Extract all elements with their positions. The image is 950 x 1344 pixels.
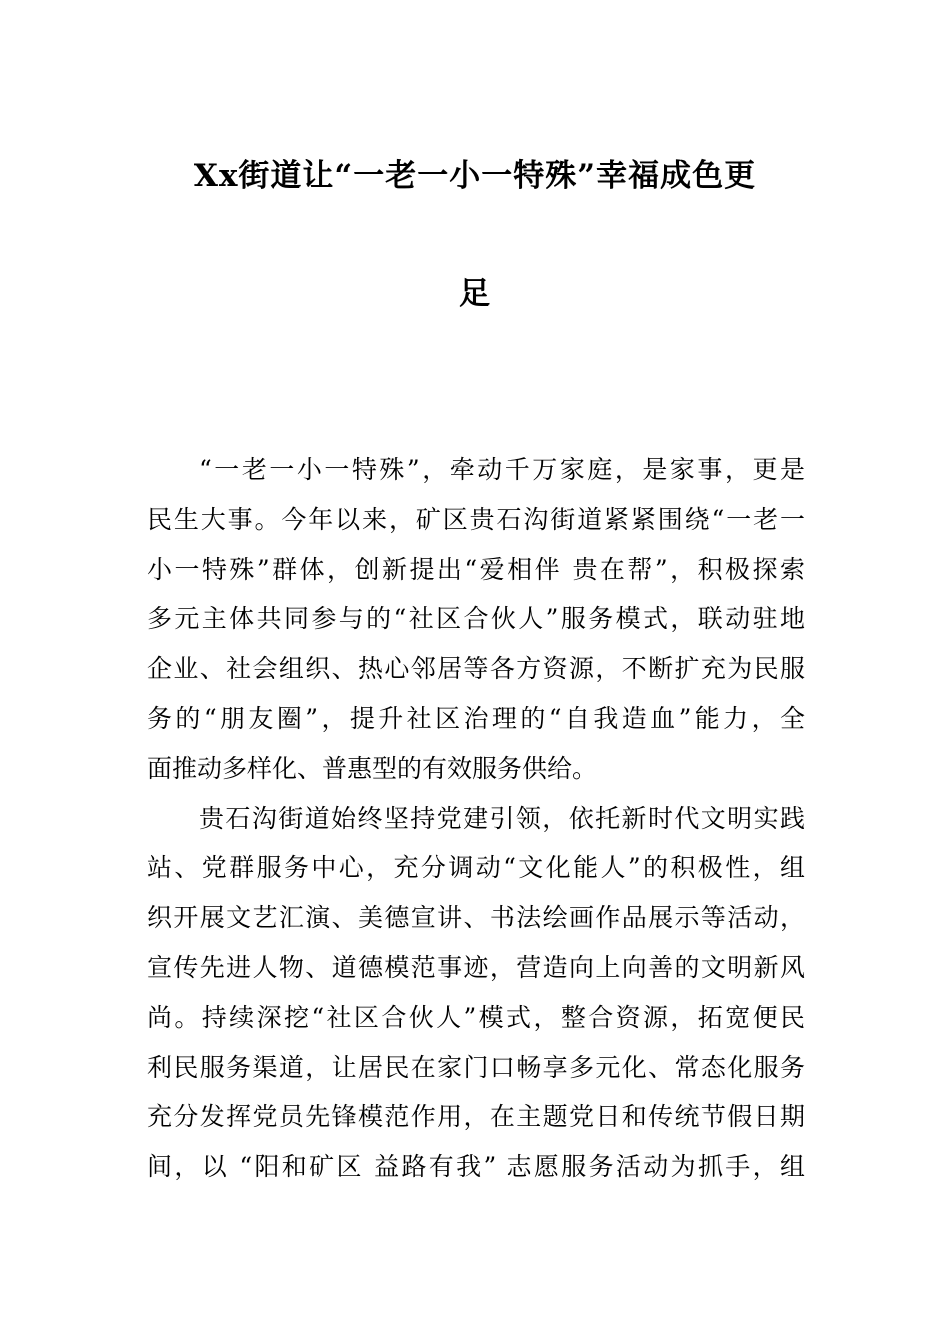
paragraph-line: 面推动多样化、普惠型的有效服务供给。 (147, 753, 598, 783)
paragraph-2 (147, 799, 805, 1197)
paragraph-line: 充分发挥党员先锋模范作用，在主题党日和传统节假日期 (147, 1102, 805, 1132)
paragraph-line: 尚。持续深挖“社区合伙人”模式，整合资源，拓宽便民 (147, 1002, 805, 1032)
paragraph-line: 利民服务渠道，让居民在家门口畅享多元化、常态化服务 (147, 1052, 805, 1082)
paragraph-line: “一老一小一特殊”，牵动千万家庭，是家事，更是 (199, 455, 805, 484)
paragraph-line: 企业、社会组织、热心邻居等各方资源，不断扩充为民服 (147, 654, 805, 684)
paragraph-line: 贵石沟街道始终坚持党建引领，依托新时代文明实践 (199, 803, 805, 833)
paragraph-line: 民生大事。今年以来，矿区贵石沟街道紧紧围绕“一老一 (147, 504, 805, 534)
paragraph-line: 站、党群服务中心，充分调动“文化能人”的积极性，组 (147, 853, 805, 883)
paragraph-line: 多元主体共同参与的“社区合伙人”服务模式，联动驻地 (147, 604, 805, 634)
paragraph-line: 小一特殊”群体，创新提出“爱相伴 贵在帮”，积极探索 (147, 554, 805, 584)
document-body (147, 450, 805, 1197)
paragraph-line: 织开展文艺汇演、美德宣讲、书法绘画作品展示等活动， (147, 903, 805, 933)
paragraph-line: 务的“朋友圈”，提升社区治理的“自我造血”能力，全 (147, 703, 805, 733)
document-title-line-1: Xx街道让“一老一小一特殊”幸福成色更 (193, 158, 757, 194)
document-title-line-2: 足 (459, 276, 491, 312)
paragraph-line: 宣传先进人物、道德模范事迹，营造向上向善的文明新风 (147, 952, 805, 982)
paragraph-line: 间，以 “阳和矿区 益路有我” 志愿服务活动为抓手，组 (147, 1152, 805, 1182)
paragraph-1 (147, 450, 805, 799)
